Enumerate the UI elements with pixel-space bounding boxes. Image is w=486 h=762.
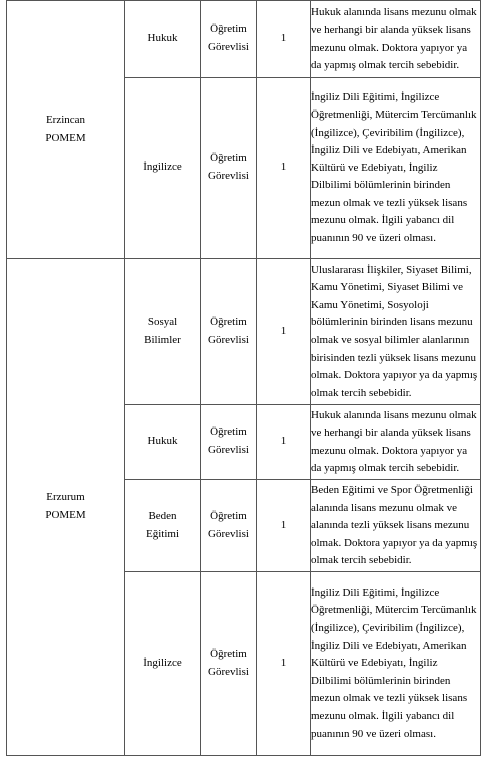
position-count: 1 bbox=[280, 161, 287, 174]
count-cell bbox=[257, 572, 311, 756]
department-cell bbox=[125, 405, 201, 480]
department-cell bbox=[125, 1, 201, 78]
department-name: Sosyal Bilimler bbox=[144, 315, 181, 346]
table-row bbox=[7, 259, 481, 405]
department-cell bbox=[125, 480, 201, 572]
department-cell bbox=[125, 259, 201, 405]
position-count: 1 bbox=[280, 32, 287, 45]
department-name: İngilizce bbox=[143, 656, 182, 669]
positions-table bbox=[6, 0, 481, 756]
table-row bbox=[7, 1, 481, 78]
title-cell bbox=[201, 405, 257, 480]
institution-name: Erzincan POMEM bbox=[45, 113, 86, 144]
position-count: 1 bbox=[280, 324, 287, 337]
requirements-text: Hukuk alanında lisans mezunu olmak ve herhangi bir alanda yüksek lisans mezunu olmak. Doktora yapıyor ya da yapmış olmak tercih sebebidir. bbox=[311, 409, 477, 475]
title-cell bbox=[201, 78, 257, 259]
position-count: 1 bbox=[280, 435, 287, 448]
requirements-cell bbox=[311, 78, 481, 259]
position-count: 1 bbox=[280, 518, 287, 531]
position-title: Öğretim Görevlisi bbox=[208, 426, 249, 456]
institution-name: Erzurum POMEM bbox=[45, 491, 86, 521]
title-cell bbox=[201, 1, 257, 78]
requirements-text: Hukuk alanında lisans mezunu olmak ve herhangi bir alanda yüksek lisans mezunu olmak. Doktora yapıyor ya da yapmış olmak tercih sebebidir. bbox=[311, 6, 477, 72]
position-title: Öğretim Görevlisi bbox=[208, 315, 249, 346]
count-cell bbox=[257, 480, 311, 572]
requirements-cell bbox=[311, 405, 481, 480]
requirements-cell bbox=[311, 480, 481, 572]
requirements-cell bbox=[311, 572, 481, 756]
requirements-text: İngiliz Dili Eğitimi, İngilizce Öğretmenliği, Mütercim Tercümanlık (İngilizce), Çeviribilim (İngilizce), İngiliz Dili ve Edebiyatı, Amerikan Kültürü ve Edebiyatı, İngiliz Dilbilimi bölümlerinin birinden mezun olmak ve tezli yüksek lisans mezunu olmak. İlgili yabancı dil puanının 90 ve üzeri olması. bbox=[311, 586, 477, 740]
institution-cell bbox=[7, 259, 125, 756]
count-cell bbox=[257, 1, 311, 78]
department-cell bbox=[125, 572, 201, 756]
title-cell bbox=[201, 572, 257, 756]
institution-cell bbox=[7, 1, 125, 259]
requirements-cell bbox=[311, 1, 481, 78]
position-title: Öğretim Görevlisi bbox=[208, 23, 249, 53]
position-count: 1 bbox=[280, 656, 287, 669]
department-name: Beden Eğitimi bbox=[146, 509, 179, 540]
department-name: İngilizce bbox=[143, 161, 182, 174]
position-title: Öğretim Görevlisi bbox=[208, 152, 249, 182]
title-cell bbox=[201, 259, 257, 405]
requirements-text: Beden Eğitimi ve Spor Öğretmenliği alanında lisans mezunu olmak ve alanında tezli yüksek lisans mezunu olmak. Doktora yapıyor ya da yapmış olmak tercih sebebidir. bbox=[311, 484, 478, 567]
requirements-text: İngiliz Dili Eğitimi, İngilizce Öğretmenliği, Mütercim Tercümanlık (İngilizce), Çeviribilim (İngilizce), İngiliz Dili ve Edebiyatı, Amerikan Kültürü ve Edebiyatı, İngiliz Dilbilimi bölümlerinin birinden mezun olmak ve tezli yüksek lisans mezunu olmak. İlgili yabancı dil puanının 90 ve üzeri olması. bbox=[311, 91, 477, 245]
department-cell bbox=[125, 78, 201, 259]
requirements-text: Uluslararası İlişkiler, Siyaset Bilimi, Kamu Yönetimi, Siyaset Bilimi ve Kamu Yönetimi, Sosyoloji bölümlerinin birinden lisans mezunu olmak ve sosyal bilimler alanlarının birisinden tezli yüksek lisans mezunu olmak. Doktora yapıyor ya da yapmış olmak tercih sebebidir. bbox=[311, 263, 478, 399]
count-cell bbox=[257, 405, 311, 480]
title-cell bbox=[201, 480, 257, 572]
department-name: Hukuk bbox=[147, 435, 178, 448]
position-title: Öğretim Görevlisi bbox=[208, 647, 249, 678]
requirements-cell bbox=[311, 259, 481, 405]
department-name: Hukuk bbox=[147, 32, 178, 45]
count-cell bbox=[257, 78, 311, 259]
position-title: Öğretim Görevlisi bbox=[208, 509, 249, 540]
count-cell bbox=[257, 259, 311, 405]
